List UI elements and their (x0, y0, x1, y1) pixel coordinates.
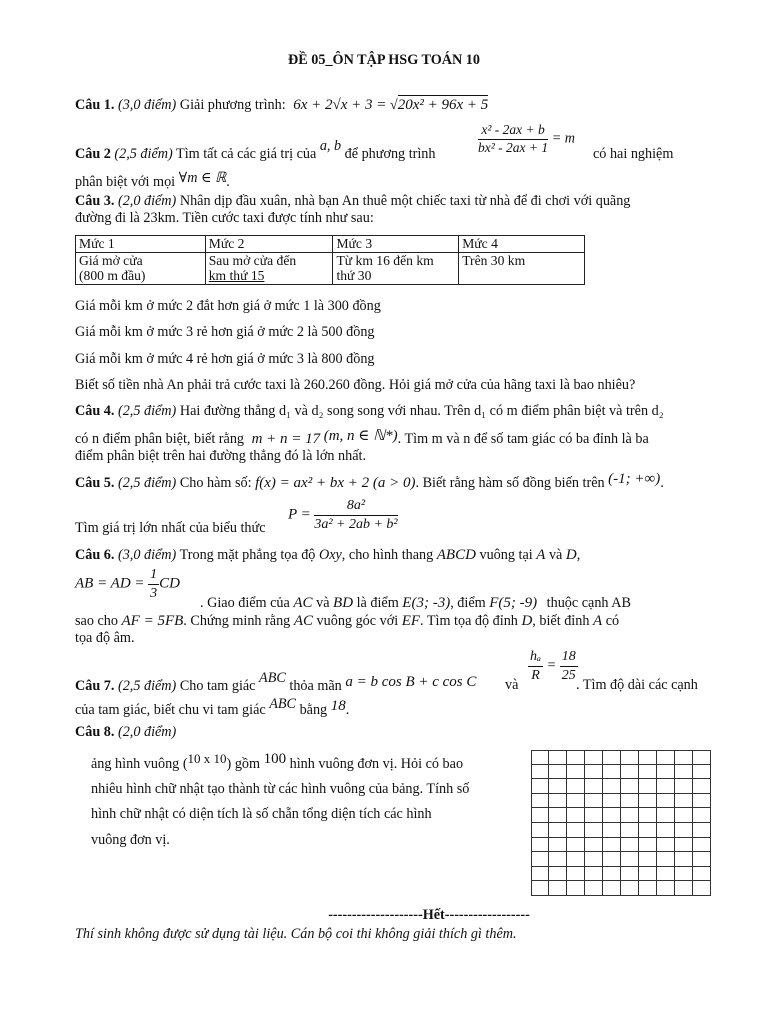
q4-line2b: . Tìm m và n để số tam giác có ba đỉnh là ba (397, 431, 649, 447)
q3-line1: Nhân dịp đầu xuân, nhà bạn An thuê một chiếc taxi từ nhà để đi chơi với quãng (179, 193, 631, 209)
table-header: Mức 2 (205, 236, 333, 253)
q8-points: (2,0 điểm) (117, 724, 177, 740)
q7-abc2: ABC (269, 696, 297, 712)
q6-comma: , (576, 547, 581, 563)
q6-text1: Trong mặt phẳng tọa độ (179, 547, 316, 563)
q5-function: f(x) = ax² + bx + 2 (a > 0) (255, 475, 416, 491)
q7-text3: . Tìm độ dài các cạnh (576, 677, 698, 693)
q2-vars: a, b (319, 138, 342, 154)
page-title: ĐỀ 05_ÔN TẬP HSG TOÁN 10 (288, 52, 480, 68)
q7-ratio-num: hₐ (528, 648, 543, 667)
table-row (76, 236, 585, 253)
question-5 (75, 471, 664, 493)
question-3 (75, 193, 630, 211)
q1-text: Giải phương trình: (179, 97, 286, 113)
grid-cell (603, 838, 621, 853)
q6-cd: CD (159, 575, 180, 592)
question-7 (75, 670, 477, 696)
q8-line2: nhiêu hình chữ nhật tạo thành từ các hình vuông của bảng. Tính số (91, 781, 470, 797)
q1-equation-lhs: 6x + 2√x + 3 = (293, 97, 387, 113)
q2-text1: Tìm tất cả các giá trị của (176, 146, 317, 162)
grid-cell (657, 750, 675, 765)
grid-cell (675, 750, 693, 765)
grid-cell (657, 838, 675, 853)
grid-cell (585, 867, 603, 882)
grid-cell (603, 808, 621, 823)
q6-text13: có (605, 613, 620, 629)
q8-line1c: hình vuông đơn vị. Hỏi có bao (289, 756, 464, 772)
question-2 (75, 138, 436, 164)
q6-text8: sao cho (75, 613, 118, 629)
q8-line4: vuông đơn vị. (91, 832, 170, 848)
grid-cell (585, 779, 603, 794)
grid-cell (567, 750, 585, 765)
q5-p-denominator: 3a² + 2ab + b² (314, 516, 398, 532)
q4-line2a: có n điểm phân biệt, biết rằng (75, 431, 245, 447)
q6-abcd: ABCD (436, 547, 476, 563)
grid-cell (639, 881, 657, 896)
q4-line1: Hai đường thẳng d₁ và d₂ song song với nhau. Trên d₁ có m điểm phân biệt và trên d₂ (179, 403, 664, 419)
q6-text2: , cho hình thang (341, 547, 434, 563)
q7-perimeter: 18 (330, 698, 346, 714)
grid-cell (531, 838, 549, 853)
grid-cell (603, 750, 621, 765)
grid-cell (675, 779, 693, 794)
grid-cell (567, 881, 585, 896)
q2-text4: phân biệt với mọi (75, 174, 176, 190)
grid-cell (585, 823, 603, 838)
q6-ef: EF (401, 613, 421, 629)
q8-line1b: ) gồm (226, 756, 261, 772)
q1-equation-rhs: 20x² + 96x + 5 (397, 97, 489, 113)
question-1: Câu 1. (3,0 điểm) Giải phương trình: 6x + 2√x + 3 = √20x² + 96x + 5 (75, 97, 489, 113)
q4-line3: điểm phân biệt trên hai đường thẳng đó là lớn nhất. (75, 448, 367, 464)
grid-cell (549, 750, 567, 765)
grid-cell (549, 838, 567, 853)
table-cell (76, 252, 206, 284)
grid-cell (621, 808, 639, 823)
grid-cell (585, 838, 603, 853)
grid-cell (675, 852, 693, 867)
q1-label: Câu 1. (75, 97, 115, 113)
grid-cell (603, 867, 621, 882)
grid-cell (657, 794, 675, 809)
grid-cell (567, 794, 585, 809)
table-header: Mức 4 (459, 236, 585, 253)
q3-p2: Giá mỗi km ở mức 3 rẻ hơn giá ở mức 2 là 500 đồng (75, 324, 375, 340)
cell-line: Từ km 16 đến km (336, 252, 434, 268)
footer-note: Thí sinh không được sử dụng tài liệu. Cán bộ coi thi không giải thích gì thêm. (75, 926, 517, 942)
grid-cell (585, 881, 603, 896)
q6-text10: vuông góc với (316, 613, 399, 629)
q7-equation: a = b cos B + c cos C (345, 674, 477, 690)
grid-cell (603, 794, 621, 809)
grid-cell (567, 823, 585, 838)
grid-cell (639, 779, 657, 794)
q6-text6: , điểm (450, 595, 486, 611)
taxi-price-table (75, 235, 585, 285)
q6-text9: . Chứng minh rằng (183, 613, 291, 629)
grid-cell (675, 794, 693, 809)
q5-label: Câu 5. (75, 475, 115, 491)
q2-denominator: bx² - 2ax + 1 (478, 139, 549, 155)
q7-value-den: 25 (561, 667, 576, 683)
grid-cell (567, 838, 585, 853)
q6-ac2: AC (293, 613, 313, 629)
q5-p-lhs: P = (288, 506, 311, 523)
grid-cell (567, 852, 585, 867)
table-cell (205, 252, 333, 284)
grid-cell (693, 867, 711, 882)
grid-cell (621, 881, 639, 896)
q5-points: (2,5 điểm) (117, 475, 177, 491)
q4-line2 (75, 430, 649, 449)
q6-line2 (200, 594, 631, 613)
grid-cell (675, 838, 693, 853)
q6-text12: , biết đỉnh (532, 613, 590, 629)
q7-end: . (345, 702, 350, 718)
cell-line: Trên 30 km (462, 252, 526, 268)
q7-and: và (505, 677, 519, 693)
q6-a2: A (592, 613, 603, 629)
grid-cell (531, 867, 549, 882)
grid-cell (531, 750, 549, 765)
grid-cell (675, 867, 693, 882)
grid-cell (657, 823, 675, 838)
q2-label: Câu 2 (75, 146, 111, 162)
q6-text14: tọa độ âm. (75, 630, 135, 646)
q7-ratio-eq: = (546, 657, 557, 674)
grid-cell (657, 881, 675, 896)
grid-cell (603, 765, 621, 780)
grid-cell (585, 794, 603, 809)
q5-text1: Cho hàm số: (179, 475, 252, 491)
grid-cell (531, 881, 549, 896)
q7-text4: của tam giác, biết chu vi tam giác (75, 702, 266, 718)
cell-line: thứ 30 (336, 268, 372, 284)
q6-point-f: F(5; -9) (489, 595, 538, 611)
grid-cell (675, 881, 693, 896)
grid-cell (603, 823, 621, 838)
square-grid-10x10 (531, 750, 711, 896)
grid-cell (531, 808, 549, 823)
grid-cell (675, 765, 693, 780)
grid-cell (675, 823, 693, 838)
cell-line: (800 m đầu) (79, 268, 146, 284)
q3-p1: Giá mỗi km ở mức 2 đắt hơn giá ở mức 1 là 300 đồng (75, 298, 381, 314)
q7-points: (2,5 điểm) (117, 678, 177, 694)
q6-text3: vuông tại (479, 547, 533, 563)
grid-cell (603, 881, 621, 896)
q2-numerator: x² - 2ax + b (478, 122, 548, 140)
q6-frac-den: 3 (150, 585, 158, 601)
q7-text5: bằng (299, 702, 328, 718)
grid-cell (621, 765, 639, 780)
q6-frac-num: 1 (148, 566, 159, 585)
grid-cell (639, 750, 657, 765)
grid-cell (603, 852, 621, 867)
grid-cell (693, 823, 711, 838)
q8-line3: hình chữ nhật có diện tích là số chẵn tổng diện tích các hình (91, 806, 432, 822)
grid-cell (621, 794, 639, 809)
grid-cell (621, 779, 639, 794)
grid-cell (639, 852, 657, 867)
grid-cell (567, 779, 585, 794)
q8-label: Câu 8. (75, 724, 115, 740)
q7-ratio-den: R (531, 667, 540, 683)
grid-cell (549, 867, 567, 882)
grid-cell (693, 779, 711, 794)
q5-text2: . Biết rằng hàm số đồng biến trên (415, 475, 605, 491)
q6-ac: AC (293, 595, 313, 611)
q3-line2: đường đi là 23km. Tiền cước taxi được tính như sau: (75, 210, 374, 226)
grid-cell (693, 794, 711, 809)
q5-text3: Tìm giá trị lớn nhất của biểu thức (75, 520, 266, 536)
q6-eq-lhs: AB = AD = (75, 575, 145, 592)
q6-bd: BD (333, 595, 354, 611)
grid-cell (585, 765, 603, 780)
q7-label: Câu 7. (75, 678, 115, 694)
q5-interval: (-1; +∞) (608, 471, 661, 487)
grid-cell (639, 867, 657, 882)
table-cell (459, 252, 585, 284)
grid-cell (639, 838, 657, 853)
q6-oxy: Oxy (318, 547, 342, 563)
grid-cell (693, 852, 711, 867)
q6-equation (75, 566, 180, 602)
q4-points: (2,5 điểm) (117, 403, 177, 419)
q6-points: (3,0 điểm) (117, 547, 177, 563)
q2-forall: ∀m ∈ ℝ (178, 170, 227, 186)
question-4 (75, 403, 664, 421)
q2-text2: để phương trình (344, 146, 436, 162)
question-6 (75, 546, 715, 565)
q3-points: (2,0 điểm) (117, 193, 177, 209)
q6-and: và (548, 547, 563, 563)
q5-expression (288, 497, 398, 533)
grid-cell (621, 838, 639, 853)
grid-cell (693, 750, 711, 765)
grid-cell (621, 852, 639, 867)
grid-cell (549, 779, 567, 794)
q7-text1: Cho tam giác (179, 678, 256, 694)
grid-cell (585, 852, 603, 867)
grid-cell (693, 881, 711, 896)
grid-cell (657, 867, 675, 882)
q3-p3: Giá mỗi km ở mức 4 rẻ hơn giá ở mức 3 là 800 đồng (75, 351, 375, 367)
q6-label: Câu 6. (75, 547, 115, 563)
q2-equals-m: = m (551, 130, 576, 147)
grid-cell (657, 779, 675, 794)
grid-cell (621, 867, 639, 882)
grid-cell (567, 765, 585, 780)
grid-cell (657, 852, 675, 867)
q4-condition: (m, n ∈ ℕ*) (323, 428, 398, 444)
grid-cell (657, 808, 675, 823)
grid-cell (549, 881, 567, 896)
q3-p4: Biết số tiền nhà An phải trả cước taxi là 260.260 đồng. Hỏi giá mở cửa của hãng taxi là bao nhiêu? (75, 377, 636, 393)
grid-cell (621, 823, 639, 838)
q2-line2 (75, 170, 230, 192)
grid-cell (639, 808, 657, 823)
table-row (76, 252, 585, 284)
q2-points: (2,5 điểm) (114, 146, 173, 162)
q7-text2: thỏa mãn (289, 678, 342, 694)
q8-line1 (91, 751, 464, 774)
q5-p-numerator: 8a² (314, 497, 397, 516)
grid-cell (639, 823, 657, 838)
end-mark: --------------------Hết------------------ (328, 907, 530, 923)
q6-text7: thuộc cạnh AB (546, 595, 631, 611)
table-cell (333, 252, 459, 284)
grid-cell (621, 750, 639, 765)
grid-cell (549, 765, 567, 780)
q6-line3 (75, 612, 619, 631)
grid-cell (549, 808, 567, 823)
table-header: Mức 3 (333, 236, 459, 253)
grid-cell (693, 838, 711, 853)
q6-d2: D (521, 613, 533, 629)
q6-and2: và (316, 595, 330, 611)
q4-label: Câu 4. (75, 403, 115, 419)
q6-text4: . Giao điểm của (200, 595, 290, 611)
q7-value-num: 18 (560, 648, 578, 667)
grid-cell (549, 823, 567, 838)
q4-equation: m + n = 17 (251, 431, 321, 447)
grid-cell (585, 808, 603, 823)
grid-cell (585, 750, 603, 765)
grid-cell (693, 808, 711, 823)
q7-ratio (528, 648, 578, 684)
q6-vertex-d: D (565, 547, 577, 563)
q2-end: . (226, 174, 230, 190)
grid-cell (531, 852, 549, 867)
q7-abc: ABC (259, 670, 286, 686)
grid-cell (675, 808, 693, 823)
q6-vertex-a: A (536, 547, 546, 563)
q6-af-relation: AF = 5FB (121, 613, 184, 629)
q8-line1a: ảng hình vuông ( (91, 756, 188, 772)
grid-cell (567, 808, 585, 823)
q6-point-e: E(3; -3) (402, 595, 451, 611)
q7-line2 (75, 696, 350, 720)
table-header: Mức 1 (76, 236, 206, 253)
grid-cell (693, 765, 711, 780)
grid-cell (639, 765, 657, 780)
cell-line: Sau mở cửa đến (208, 252, 297, 268)
q3-label: Câu 3. (75, 193, 115, 209)
grid-cell (603, 779, 621, 794)
q6-text11: . Tìm tọa độ đỉnh (420, 613, 518, 629)
q8-size: 10 x 10 (187, 751, 227, 766)
grid-cell (549, 852, 567, 867)
q8-count: 100 (263, 751, 287, 767)
q5-end: . (660, 475, 664, 491)
q2-text3: có hai nghiệm (593, 146, 674, 162)
grid-cell (549, 794, 567, 809)
grid-cell (531, 765, 549, 780)
grid-cell (531, 779, 549, 794)
grid-cell (531, 794, 549, 809)
cell-line: km thứ 15 (208, 268, 265, 284)
question-8 (75, 724, 176, 742)
cell-line: Giá mở cửa (79, 252, 143, 268)
grid-cell (639, 794, 657, 809)
q6-text5: là điểm (356, 595, 399, 611)
grid-cell (657, 765, 675, 780)
q1-points: (3,0 điểm) (117, 97, 177, 113)
grid-cell (531, 823, 549, 838)
q2-fraction (478, 122, 575, 157)
grid-cell (567, 867, 585, 882)
